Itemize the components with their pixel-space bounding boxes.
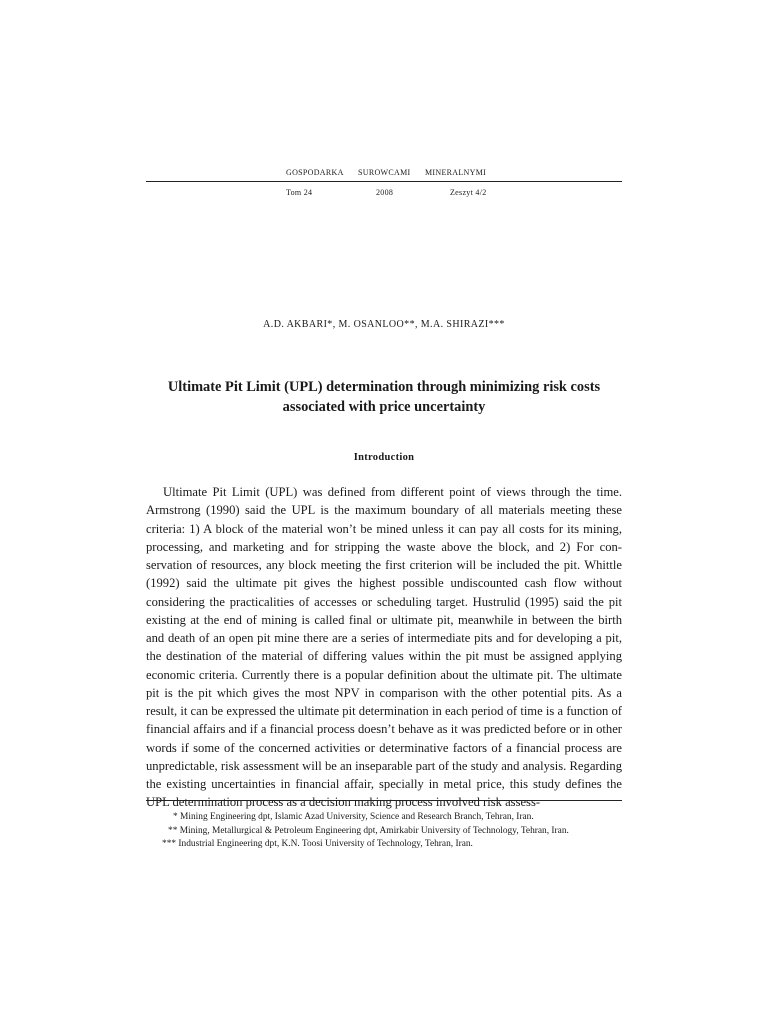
body-paragraph: Ultimate Pit Limit (UPL) was defined from different point of views through the time. Armstrong (1990) said the UPL is the maximum boundary of all materials meeting these criteria: 1) A block of the material won’t be mined unless it can pay all costs for its mining, processing, and marketing and for stripping the waste above the block, and 2) For con-servation of resources, any block meeting the first criterion will be included the pit. Whittle (1992) said the ultimate pit gives the highest possible undiscounted cash flow without considering the practicalities of accesses or scheduling target. Hustrulid (1995) said the pit existing at the end of mining is called final or ultimate pit, meanwhile in between the birth and death of an open pit mine there are a series of intermediate pits and for developing a pit, the destination of the material of differing values within the pit must be assigned applying economic criteria. Currently there is a popular definition about the ultimate pit. The ultimate pit is the pit which gives the most NPV in comparison with the other potential pits. As a result, it can be expressed the ultimate pit determination in each period of time is a function of financial affairs and if a financial process doesn’t behave as it was predicted before or in other words if some of the concerned activities or determinative factors of a financial process are unpredictable, risk assessment will be an inseparable part of the study and analysis. Regarding the existing uncertainties in financial affair, specially in metal price, this study defines the UPL determination process as a decision making process involved risk assess- — [146, 485, 622, 810]
footnotes — [146, 811, 622, 852]
footnote-2: ** Mining, Metallurgical & Petroleum Engineering dpt, Amirkabir University of Technology, Tehran, Iran. — [168, 825, 569, 836]
header-rule — [146, 181, 622, 182]
footnote-3: *** Industrial Engineering dpt, K.N. Toosi University of Technology, Tehran, Iran. — [162, 839, 473, 850]
paper-title: Ultimate Pit Limit (UPL) determination through minimizing risk costs associated with price uncertainty — [167, 379, 601, 415]
footnote-1: * Mining Engineering dpt, Islamic Azad University, Science and Research Branch, Tehran, Iran. — [173, 812, 534, 822]
journal-name-word-2: SUROWCAMI — [358, 168, 411, 177]
journal-issue: Zeszyt 4/2 — [450, 188, 487, 197]
journal-year: 2008 — [376, 188, 394, 197]
section-heading: Introduction — [353, 452, 415, 463]
journal-name-word-3: MINERALNYMI — [425, 168, 487, 177]
footnote-rule — [146, 800, 622, 801]
journal-volume: Tom 24 — [286, 188, 313, 197]
authors: A.D. AKBARI*, M. OSANLOO**, M.A. SHIRAZI*** — [263, 319, 505, 330]
journal-name-word-1: GOSPODARKA — [286, 168, 344, 177]
